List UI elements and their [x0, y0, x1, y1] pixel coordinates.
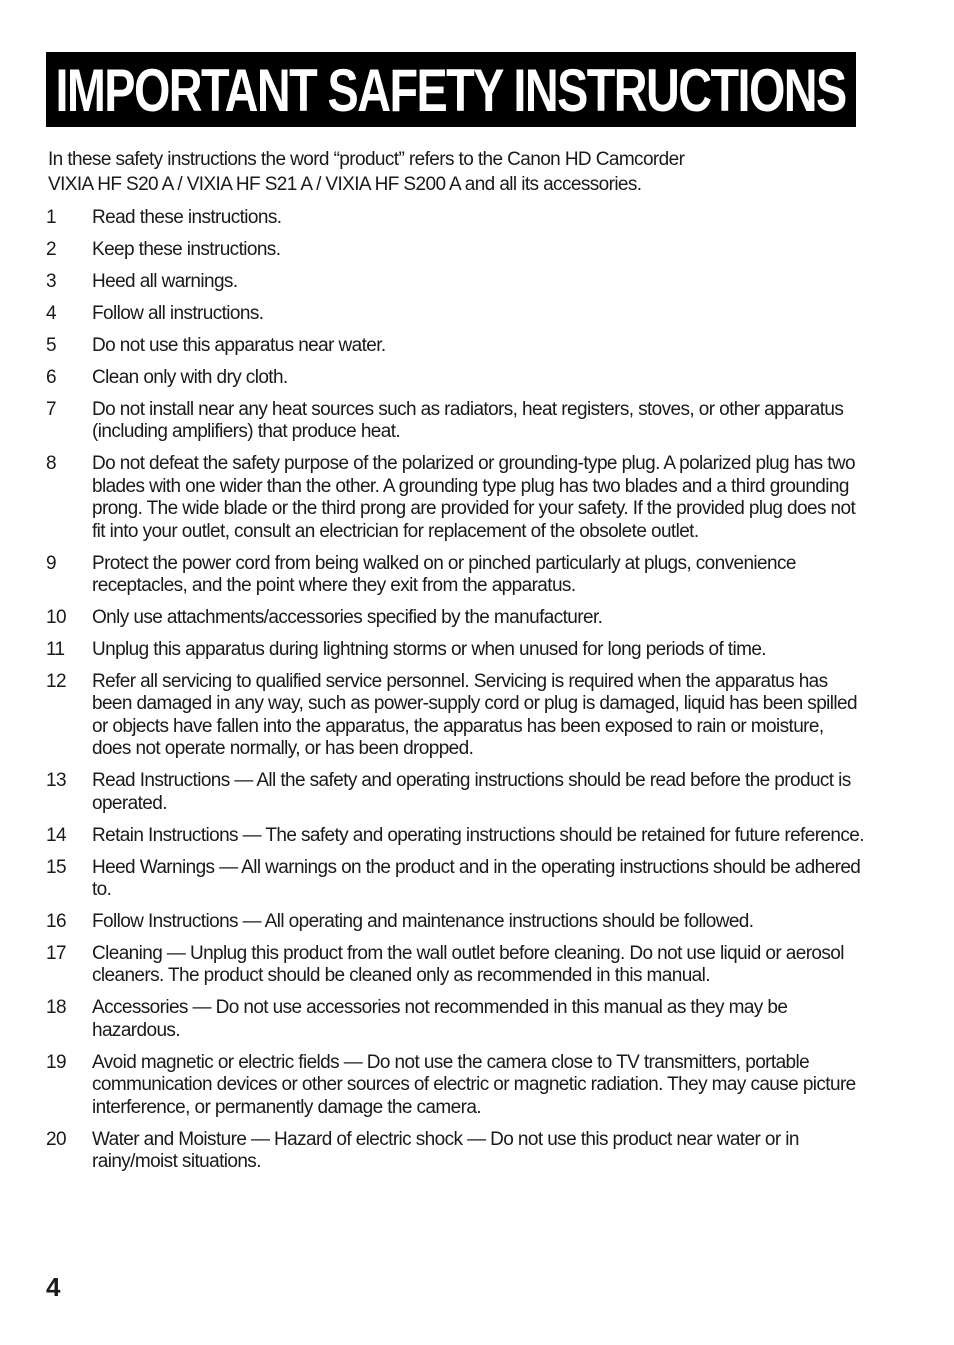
- item-text: Water and Moisture — Hazard of electric shock — Do not use this product near water or in rainy/moist situations.: [92, 1128, 799, 1173]
- list-item: [46, 239, 866, 261]
- item-text: Do not install near any heat sources such as radiators, heat registers, stoves, or other apparatus (including amplifiers) that produce heat.: [92, 399, 844, 443]
- list-item: [46, 335, 866, 357]
- list-item: [46, 607, 866, 629]
- item-text: Read these instructions.: [92, 207, 282, 228]
- item-number: 13: [46, 770, 66, 792]
- list-item: [46, 857, 866, 902]
- list-item: [46, 399, 866, 444]
- item-number: 2: [46, 239, 56, 260]
- item-text: Unplug this apparatus during lightning storms or when unused for long periods of time.: [92, 639, 766, 661]
- item-number: 18: [46, 997, 66, 1019]
- item-number: 8: [46, 453, 56, 475]
- item-number: 10: [46, 607, 66, 629]
- item-text: Protect the power cord from being walked on or pinched particularly at plugs, convenience receptacles, and the point where they exit from the apparatus.: [92, 552, 796, 597]
- item-text: Refer all servicing to qualified service personnel. Servicing is required when the apparatus has been damaged in any way, such as power-supply cord or plug is damaged, liquid has been spilled or objects have fallen into the apparatus, the apparatus has been exposed to rain or moisture, does not operate normally, or has been dropped.: [92, 671, 857, 760]
- list-item: [46, 943, 866, 988]
- item-text: Do not use this apparatus near water.: [92, 335, 386, 356]
- item-number: 14: [46, 824, 66, 846]
- list-item: [46, 303, 866, 325]
- intro-line-1: In these safety instructions the word “product” refers to the Canon HD Camcorder: [48, 149, 685, 170]
- list-item: [46, 453, 866, 543]
- item-number: 5: [46, 335, 56, 356]
- item-number: 15: [46, 856, 66, 878]
- list-item: [46, 207, 866, 229]
- list-item: [46, 271, 866, 293]
- item-number: 19: [46, 1051, 66, 1073]
- list-item: [46, 553, 866, 598]
- item-text: Accessories — Do not use accessories not recommended in this manual as they may be hazardous.: [92, 997, 788, 1041]
- list-item: [46, 1129, 866, 1174]
- item-text: Heed Warnings — All warnings on the product and in the operating instructions should be adhered to.: [92, 856, 861, 901]
- instruction-list: [46, 207, 866, 1183]
- item-number: 20: [46, 1128, 66, 1150]
- title-banner: [46, 52, 856, 127]
- list-item: [46, 367, 866, 389]
- item-number: 3: [46, 271, 56, 292]
- item-text: Only use attachments/accessories specified by the manufacturer.: [92, 607, 603, 629]
- list-item: [46, 911, 866, 933]
- item-text: Follow Instructions — All operating and maintenance instructions should be followed.: [92, 911, 754, 933]
- list-item: [46, 825, 866, 847]
- item-number: 9: [46, 552, 56, 574]
- item-number: 17: [46, 943, 66, 965]
- item-text: Do not defeat the safety purpose of the polarized or grounding-type plug. A polarized plug has two blades with one wider than the other. A grounding type plug has two blades and a third grounding prong. The wide blade or the third prong are provided for your safety. If the provided plug does not fit into your outlet, consult an electrician for replacement of the obsolete outlet.: [92, 453, 856, 542]
- item-text: Heed all warnings.: [92, 271, 238, 292]
- list-item: [46, 639, 866, 661]
- item-number: 6: [46, 367, 56, 388]
- page-title: IMPORTANT SAFETY INSTRUCTIONS: [55, 56, 847, 124]
- item-text: Read Instructions — All the safety and operating instructions should be read before the product is operated.: [92, 770, 851, 814]
- list-item: [46, 997, 866, 1042]
- list-item: [46, 1052, 866, 1119]
- item-number: 4: [46, 303, 56, 324]
- item-number: 12: [46, 671, 66, 693]
- item-text: Cleaning — Unplug this product from the wall outlet before cleaning. Do not use liquid or aerosol cleaners. The product should be cleaned only as recommended in this manual.: [92, 943, 844, 987]
- item-text: Clean only with dry cloth.: [92, 367, 288, 388]
- list-item: [46, 671, 866, 761]
- item-text: Retain Instructions — The safety and operating instructions should be retained for future reference.: [92, 824, 864, 846]
- item-number: 1: [46, 207, 56, 228]
- item-text: Avoid magnetic or electric fields — Do not use the camera close to TV transmitters, portable communication devices or other sources of electric or magnetic radiation. They may cause picture interference, or permanently damage the camera.: [92, 1051, 856, 1118]
- item-number: 11: [46, 639, 65, 661]
- list-item: [46, 770, 866, 815]
- intro-paragraph: [48, 147, 868, 197]
- page-number: 4: [46, 1272, 61, 1302]
- item-text: Follow all instructions.: [92, 303, 264, 324]
- item-number: 7: [46, 399, 56, 420]
- item-text: Keep these instructions.: [92, 239, 281, 260]
- intro-line-2: VIXIA HF S20 A / VIXIA HF S21 A / VIXIA HF S200 A and all its accessories.: [48, 174, 642, 195]
- item-number: 16: [46, 911, 66, 933]
